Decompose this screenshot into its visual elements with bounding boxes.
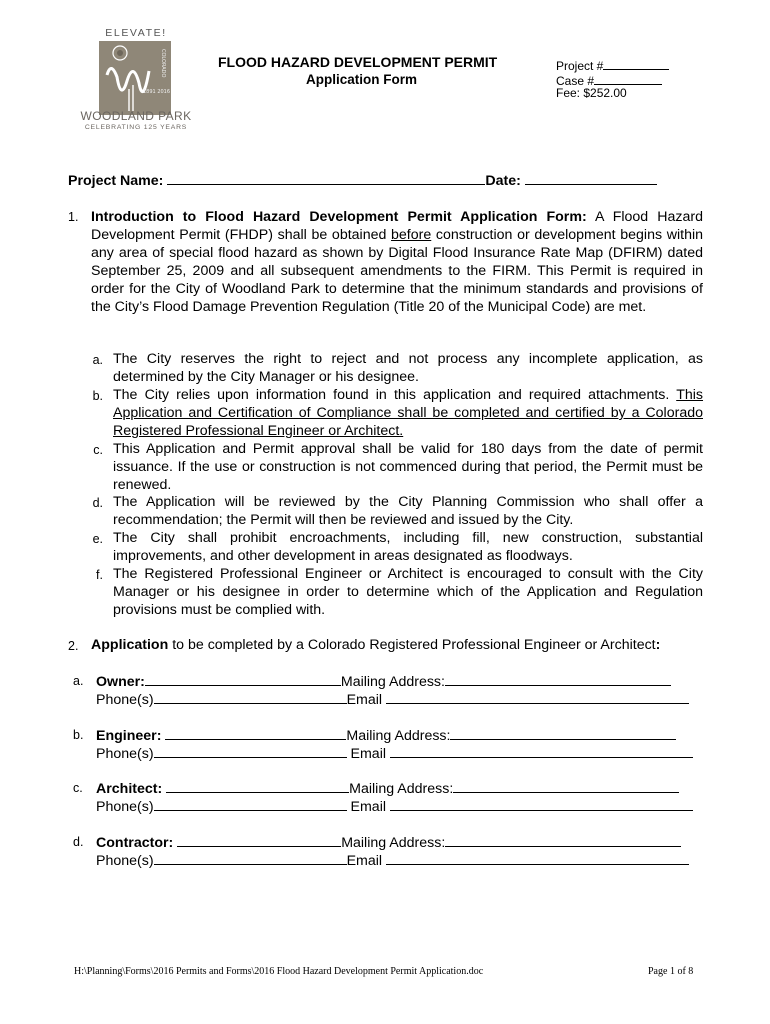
item-f-text: The Registered Professional Engineer or Architect is encouraged to consult with the City Manager or his designee in order to determine which of the Application and Regulation provisions must be complied with. [113,566,703,618]
section-1-text-b: construction or development begins within any area of special flood hazard as shown by Digital Flood Insurance Rate Map (DFIRM) dated September 25, 2009 and all subsequent amendments to the FIRM. This Permit is required in order for the City of Woodland Park to determine that the minimum standards and provisions of the City’s Flood Damage Prevention Regulation (Title 20 of the Municipal Code) are met. [91,227,704,315]
section-2-number: 2. [68,639,79,653]
date-field[interactable] [525,171,657,185]
contact-owner-label: a. [73,674,84,688]
owner-role-label: Owner: [96,674,145,690]
project-number-line [603,56,669,70]
case-number-line [594,71,662,85]
logo-top-text: ELEVATE! [105,27,167,39]
contact-architect-label: c. [73,781,83,795]
contractor-role-label: Contractor: [96,835,178,851]
item-a-label: a. [92,353,103,367]
contractor-phone-label: Phone(s) [96,853,154,869]
footer-page-number: Page 1 of 8 [648,966,694,977]
project-number-label: Project # [556,59,604,73]
engineer-phone-row [96,744,693,763]
case-number-label: Case # [556,74,595,88]
owner-email-label: Email [346,692,386,708]
architect-mailing-field[interactable] [453,779,679,793]
owner-phone-label: Phone(s) [96,692,154,708]
section-1-number: 1. [68,210,79,224]
item-c-text: This Application and Permit approval shall be valid for 180 days from the date of permit issuance. If the use or construction is not commenced during that period, the Permit must be renewed. [113,441,703,493]
engineer-email-label: Email [346,746,390,762]
engineer-mailing-field[interactable] [450,726,676,740]
project-name-field[interactable] [167,171,485,185]
logo-name: WOODLAND PARK [80,109,192,123]
architect-phone-field[interactable] [154,797,347,811]
date-label: Date: [485,173,525,189]
contact-engineer-label: b. [73,728,84,742]
item-b-text [113,386,703,440]
architect-mailing-label: Mailing Address: [349,781,454,797]
project-name-label: Project Name: [68,173,168,189]
item-e-text: The City shall prohibit encroachments, including fill, new construction, substantial improvements, and other development in areas designated as floodways. [113,530,703,564]
contractor-email-field[interactable] [386,851,689,865]
item-b-label: b. [92,389,103,403]
architect-role-label: Architect: [96,781,167,797]
project-name-row [68,171,657,190]
item-d-text: The Application will be reviewed by the City Planning Commission who shall offer a recommendation; the Permit will then be reviewed and issued by the City. [113,494,703,528]
item-c-label: c. [93,443,103,457]
owner-mailing-label: Mailing Address: [340,674,445,690]
logo-emblem-graphic [99,41,171,115]
engineer-phone-field[interactable] [154,744,347,758]
owner-name-field[interactable] [145,672,341,686]
engineer-email-field[interactable] [390,744,693,758]
footer-file-path: H:\Planning\Forms\2016 Permits and Forms\2016 Flood Hazard Development Permit Application.doc [74,966,484,977]
engineer-phone-label: Phone(s) [96,746,154,762]
owner-row [96,672,671,691]
item-d-label: d. [92,496,103,510]
architect-email-label: Email [346,799,390,815]
form-title: FLOOD HAZARD DEVELOPMENT PERMIT [218,54,498,70]
engineer-name-field[interactable] [165,726,346,740]
owner-phone-row [96,690,689,709]
contractor-phone-row [96,851,689,870]
architect-phone-row [96,797,693,816]
section-1-text-before: before [391,227,432,243]
contact-contractor-label: d. [73,835,84,849]
logo-years-text: 1891 2016 [143,89,171,95]
city-logo [74,27,198,137]
item-b-plain: The City relies upon information found in this application and required attachments. [113,387,670,403]
owner-phone-field[interactable] [154,690,347,704]
section-1-intro [91,208,703,316]
owner-email-field[interactable] [386,690,689,704]
architect-phone-label: Phone(s) [96,799,154,815]
logo-vertical-text: COLORADO [160,49,166,78]
contractor-email-label: Email [346,853,386,869]
item-a-text: The City reserves the right to reject and not process any incomplete application, as determined by the City Manager or his designee. [113,351,703,385]
contractor-mailing-label: Mailing Address: [341,835,446,851]
section-2-text: to be completed by a Colorado Registered Professional Engineer or Architect [168,637,656,653]
section-2-heading-row [91,636,660,654]
logo-tagline: CELEBRATING 125 YEARS [84,124,188,131]
contractor-mailing-field[interactable] [445,833,681,847]
contractor-phone-field[interactable] [154,851,347,865]
item-b-underlined: This Application and Certification of Compliance shall be completed and certified by a Colorado Registered Professional Engineer or Architect. [113,387,704,439]
fee-label: Fee: $252.00 [556,86,627,100]
contractor-row [96,833,681,852]
section-1-text-a: A Flood Hazard Development Permit (FHDP) shall be obtained [91,209,703,243]
form-subtitle: Application Form [306,72,417,87]
section-2-heading: Application [91,637,169,653]
contractor-name-field[interactable] [177,833,341,847]
engineer-row [96,726,676,745]
architect-email-field[interactable] [390,797,693,811]
item-f-label: f. [96,568,103,582]
engineer-role-label: Engineer: [96,728,166,744]
architect-row [96,779,679,798]
architect-name-field[interactable] [166,779,349,793]
section-1-heading: Introduction to Flood Hazard Development Permit Application Form: [91,209,587,225]
engineer-mailing-label: Mailing Address: [346,728,451,744]
item-e-label: e. [92,532,103,546]
logo-emblem [99,41,171,115]
section-2-colon: : [655,637,661,653]
owner-mailing-field[interactable] [445,672,671,686]
